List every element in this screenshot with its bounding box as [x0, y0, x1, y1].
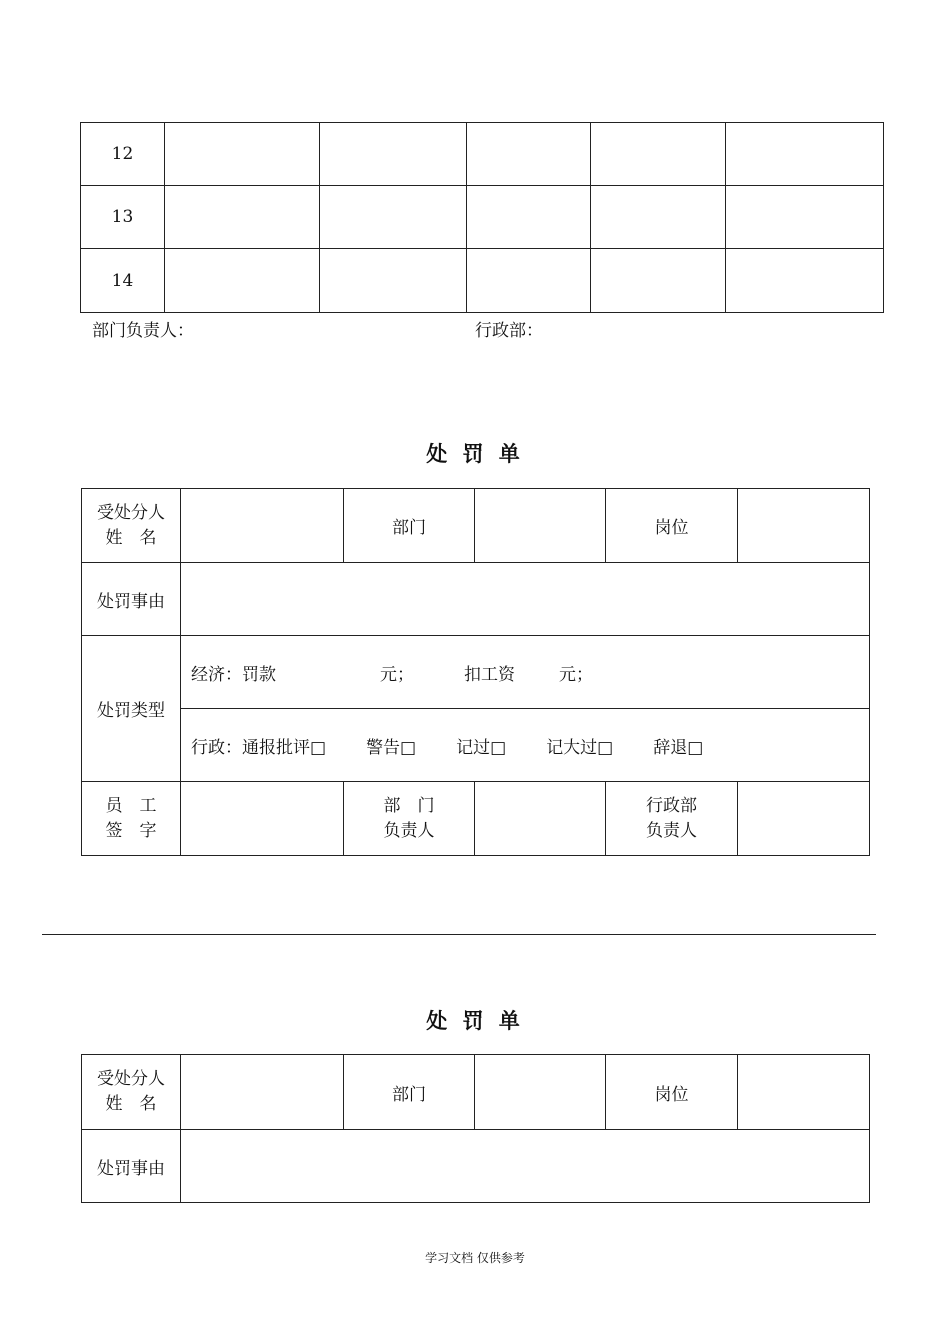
economic-yuan-2: 元；: [559, 664, 593, 685]
blank-cell[interactable]: [467, 123, 591, 186]
dept-field[interactable]: [475, 1055, 606, 1130]
name-label: [82, 489, 181, 563]
position-label: 岗位: [606, 1055, 738, 1130]
admin-dept-signature-label: 行政部：: [475, 321, 543, 341]
form2-title: 处 罚 单: [426, 1008, 524, 1033]
table-row: [81, 249, 884, 313]
dismiss-checkbox[interactable]: 辞退□: [653, 737, 704, 758]
blank-cell[interactable]: [591, 123, 726, 186]
admin-head-line2: 负责人: [646, 820, 697, 841]
blank-cell[interactable]: [165, 186, 320, 249]
dept-head-signature-label: 部门负责人：: [92, 321, 194, 341]
position-field[interactable]: [738, 489, 870, 563]
admin-head-sign-field[interactable]: [738, 782, 870, 856]
row-number: 14: [81, 249, 165, 313]
employee-sign-line2: 签 字: [105, 820, 157, 841]
row-number: 12: [81, 123, 165, 186]
cut-line-divider: [42, 934, 876, 935]
blank-cell[interactable]: [320, 123, 467, 186]
reason-label: 处罚事由: [82, 1130, 181, 1203]
dept-head-line1: 部 门: [383, 795, 435, 816]
employee-sign-label: [82, 782, 181, 856]
name-label: [82, 1055, 181, 1130]
blank-cell[interactable]: [726, 186, 884, 249]
dept-label: 部门: [344, 1055, 475, 1130]
form1-title: 处 罚 单: [426, 441, 524, 466]
dept-head-label: [344, 782, 475, 856]
admin-penalty-row: [181, 709, 870, 782]
name-label-line1: 受处分人: [97, 1069, 165, 1089]
name-label-line1: 受处分人: [97, 502, 165, 523]
dept-label: 部门: [344, 489, 475, 563]
blank-cell[interactable]: [320, 186, 467, 249]
row-number: 13: [81, 186, 165, 249]
economic-penalty-row: [181, 636, 870, 709]
admin-prefix-circular-checkbox[interactable]: 行政：通报批评□: [191, 737, 327, 758]
employee-sign-line1: 员 工: [105, 795, 157, 816]
blank-cell[interactable]: [165, 123, 320, 186]
admin-head-line1: 行政部: [646, 795, 697, 816]
name-field[interactable]: [181, 489, 344, 563]
position-field[interactable]: [738, 1055, 870, 1130]
name-label-line2: 姓 名: [105, 1094, 157, 1114]
reason-field[interactable]: [181, 563, 870, 636]
blank-cell[interactable]: [726, 123, 884, 186]
economic-prefix: 经济：罚款: [191, 664, 276, 685]
dept-head-sign-field[interactable]: [475, 782, 606, 856]
blank-cell[interactable]: [320, 249, 467, 313]
table-row: [81, 123, 884, 186]
demerit-checkbox[interactable]: 记过□: [456, 737, 507, 758]
footer-note: 学习文档 仅供参考: [425, 1251, 525, 1265]
penalty-form-2: [81, 1054, 870, 1203]
name-label-line2: 姓 名: [105, 527, 157, 548]
reason-label: 处罚事由: [82, 563, 181, 636]
deduct-wage-label: 扣工资: [464, 664, 515, 685]
blank-cell[interactable]: [591, 186, 726, 249]
blank-cell[interactable]: [591, 249, 726, 313]
dept-field[interactable]: [475, 489, 606, 563]
employee-sign-field[interactable]: [181, 782, 344, 856]
reason-field[interactable]: [181, 1130, 870, 1203]
top-table: [80, 122, 884, 313]
blank-cell[interactable]: [467, 186, 591, 249]
admin-head-label: [606, 782, 738, 856]
name-field[interactable]: [181, 1055, 344, 1130]
penalty-form-1: [81, 488, 870, 856]
type-label: 处罚类型: [82, 636, 181, 782]
table-row: [81, 186, 884, 249]
blank-cell[interactable]: [165, 249, 320, 313]
warning-checkbox[interactable]: 警告□: [366, 737, 417, 758]
economic-yuan-1: 元；: [380, 664, 414, 685]
blank-cell[interactable]: [467, 249, 591, 313]
position-label: 岗位: [606, 489, 738, 563]
dept-head-line2: 负责人: [383, 820, 435, 841]
major-demerit-checkbox[interactable]: 记大过□: [546, 737, 614, 758]
blank-cell[interactable]: [726, 249, 884, 313]
